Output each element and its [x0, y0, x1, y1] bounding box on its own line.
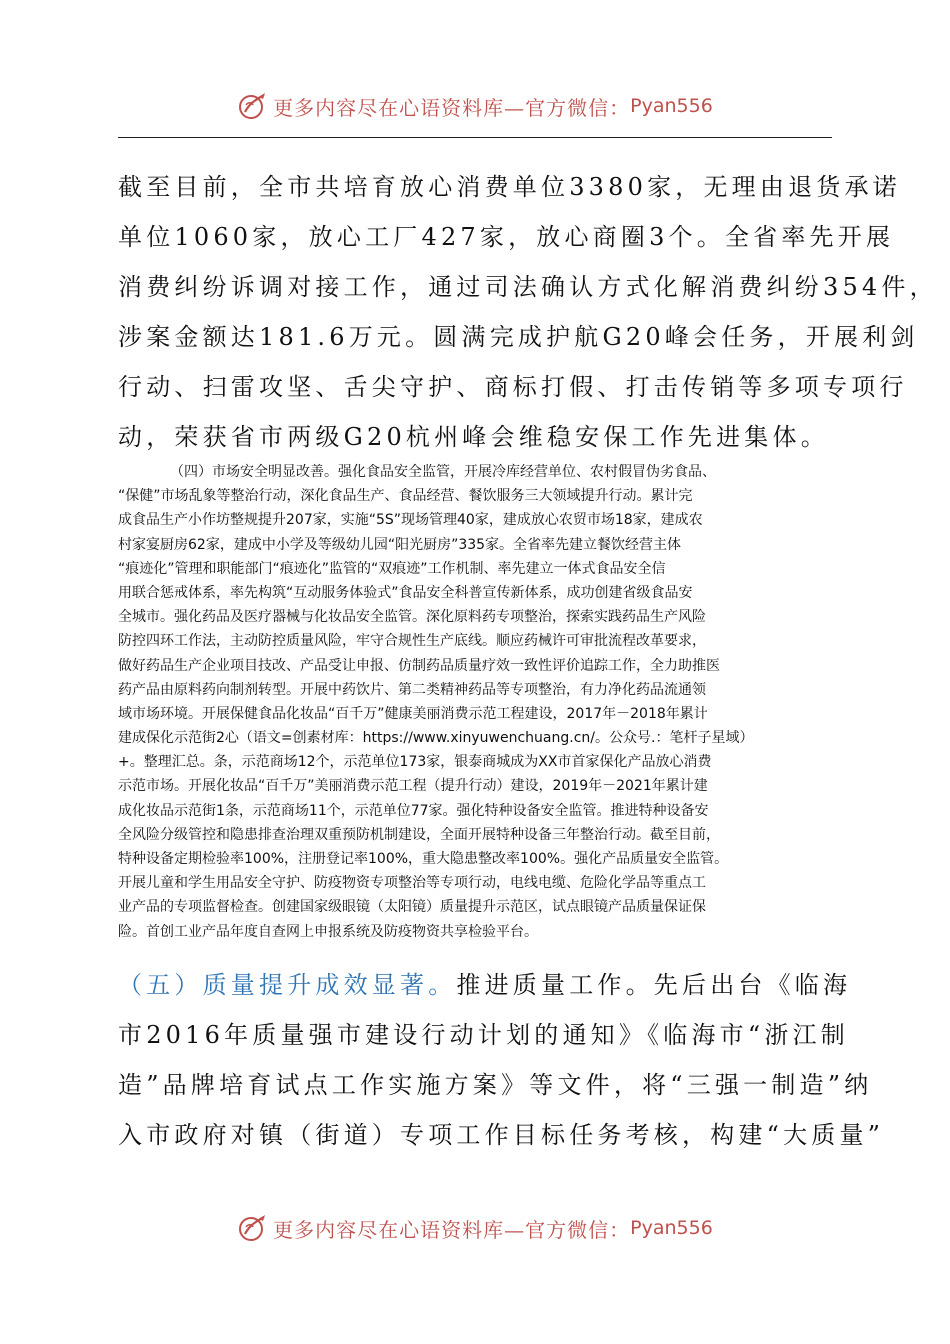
text-line: [118, 960, 852, 1010]
text-line: 行动、扫雷攻坚、舌尖守护、商标打假、打击传销等多项专项行: [118, 373, 908, 401]
text-line: 特种设备定期检验率100%，注册登记率100%，重大隐患整改率100%。强化产品质量安全监管。: [118, 851, 729, 867]
text-line: 消费纠纷诉调对接工作，通过司法确认方式化解消费纠纷354件，: [118, 273, 938, 301]
text-line: 村家宴厨房62家，建成中小学及等级幼儿园“阳光厨房”335家。全省率先建立餐饮经营主体: [118, 536, 682, 553]
header-banner: [0, 84, 950, 128]
text-line: 单位1060家，放心工厂427家，放心商圈3个。全省率先开展: [118, 223, 895, 251]
text-line: 域市场环境。开展保健食品化妆品“百千万”健康美丽消费示范工程建设，2017年－2018年累计: [118, 705, 708, 722]
text-line: 开展儿童和学生用品安全守护、防疫物资专项整治等专项行动，电线电缆、危险化学品等重点工: [118, 875, 706, 892]
banner-text: 更多内容尽在心语资料库—官方微信：: [273, 95, 631, 120]
section-title-continuation: 推进质量工作。先后出台《临海: [456, 971, 852, 999]
text-line: 示范市场。开展化妆品“百千万”美丽消费示范工程（提升行动）建设，2019年－2021年累计建: [118, 778, 708, 795]
banner-wechat-id: Pyan556: [630, 95, 713, 117]
paragraph-market-safety: [118, 460, 838, 944]
header-divider: [118, 137, 832, 138]
text-line: 全城市。强化药品及医疗器械与化妆品安全监管。深化原料药专项整治，探索实践药品生产风险: [118, 609, 706, 626]
section-title: （五）质量提升成效显著。: [118, 971, 457, 999]
text-line: 用联合惩戒体系，率先构筑“互动服务体验式”食品安全科普宣传新体系，成功创建省级食品安: [118, 584, 693, 601]
text-line: 建成保化示范街2心（语文=创素材库：https://www.xinyuwenchuang.cn/。公众号.：笔杆子星域）: [118, 730, 754, 747]
text-line: 涉案金额达181.6万元。圆满完成护航G20峰会任务，开展利剑: [118, 323, 919, 351]
pen-swirl-logo-icon: [237, 90, 269, 122]
text-line: 全风险分级管控和隐患排查治理双重预防机制建设，全面开展特种设备三年整治行动。截至目前，: [118, 826, 720, 843]
banner-wechat-id: Pyan556: [630, 1217, 713, 1239]
paragraph-quality-improvement: [118, 960, 885, 1160]
text-line: 市2016年质量强市建设行动计划的通知》《临海市“浙江制: [118, 1021, 849, 1049]
pen-swirl-logo-icon: [237, 1212, 269, 1244]
banner-text: 更多内容尽在心语资料库—官方微信：: [273, 1217, 631, 1242]
text-line: （四）市场安全明显改善。强化食品安全监管，开展冷库经营单位、农村假冒伪劣食品、: [170, 464, 716, 480]
text-line: 险。首创工业产品年度自查网上申报系统及防疫物资共享检验平台。: [118, 923, 538, 940]
text-line: 防控四环工作法，主动防控质量风险，牢守合规性生产底线。顺应药械许可审批流程改革要求，: [118, 633, 706, 650]
text-line: “保健”市场乱象等整治行动，深化食品生产、食品经营、餐饮服务三大领域提升行动。累计完: [118, 488, 693, 505]
text-line: 截至目前，全市共培育放心消费单位3380家，无理由退货承诺: [118, 173, 901, 201]
text-line: 造”品牌培育试点工作实施方案》等文件，将“三强一制造”纳: [118, 1071, 873, 1099]
text-line: 做好药品生产企业项目技改、产品受让申报、仿制药品质量疗效一致性评价追踪工作，全力助推医: [118, 657, 720, 674]
text-line: 成食品生产小作坊整规提升207家，实施“5S”现场管理40家，建成放心农贸市场18家，建成农: [118, 512, 703, 529]
text-line: 药产品由原料药向制剂转型。开展中药饮片、第二类精神药品等专项整治，有力净化药品流通领: [118, 681, 706, 698]
text-line: 入市政府对镇（街道）专项工作目标任务考核，构建“大质量”: [118, 1121, 885, 1149]
paragraph-consumer-units: [118, 162, 938, 462]
text-line: “痕迹化”管理和职能部门“痕迹化”监管的“双痕迹”工作机制、率先建立一体式食品安全信: [118, 560, 666, 577]
text-line: +。整理汇总。条，示范商场12个，示范单位173家，银泰商城成为XX市首家保化产品放心消费: [118, 754, 712, 771]
footer-banner: [0, 1206, 950, 1250]
text-line: 动，荣获省市两级G20杭州峰会维稳安保工作先进集体。: [118, 423, 829, 451]
text-line: 成化妆品示范街1条，示范商场11个，示范单位77家。强化特种设备安全监管。推进特种设备安: [118, 802, 709, 819]
text-line: 业产品的专项监督检查。创建国家级眼镜（太阳镜）质量提升示范区，试点眼镜产品质量保证保: [118, 899, 706, 916]
